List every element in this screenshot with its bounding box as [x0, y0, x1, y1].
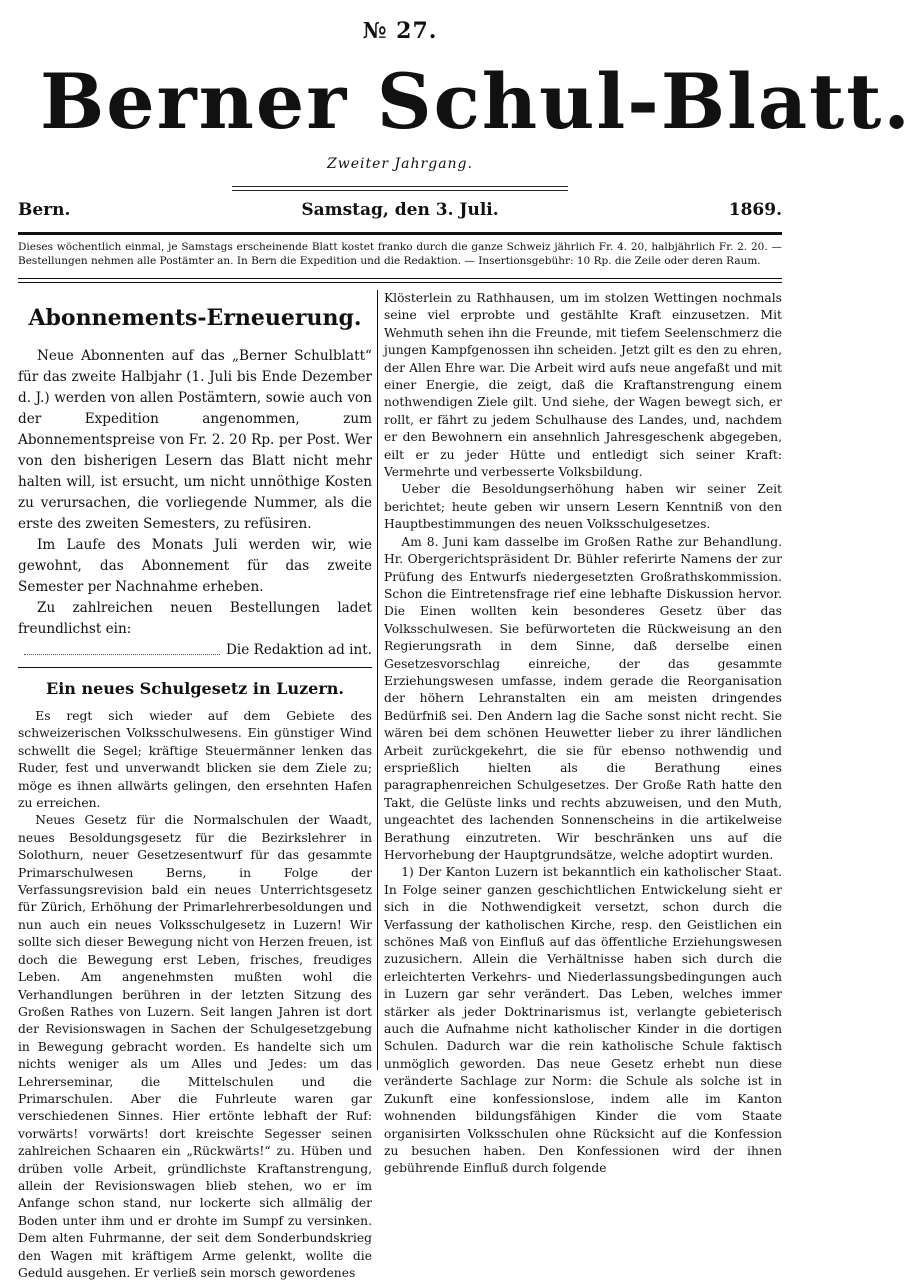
header-rule	[18, 232, 782, 235]
law-paragraph: 1) Der Kanton Luzern ist bekanntlich ein katholischer Staat. In Folge seiner ganzen geschichtlichen Entwickelung sieht er sich in die Nothwendigkeit versetzt, schon durch die Verfassung der katholischen Kirche, resp. den Geistlichen ein schönes Maß von Einfluß auf das öffentliche Erziehungswesen zuzusichern. Allein die Verhältnisse haben sich durch die erleichterten Verkehrs- und Niederlassungsbedingungen auch in Luzern gar sehr verändert. Das Leben, welches immer stärker als jeder Doktrinarismus ist, verlangte gebieterisch auch die Aufnahme nicht katholischer Kinder in die dortigen Schulen. Dadurch war die rein katholische Schule faktisch unmöglich geworden. Das neue Gesetz erhebt nun diese veränderte Sachlage zur Norm: die Schule als solche ist in Zukunft eine konfessionslose, indem alle im Kanton wohnenden bildungsfähigen Kinder die vom Staate organisirten Volksschulen ohne Rücksicht auf die Konfession zu besuchen haben. Den Konfessionen wird der ihnen gebührende Einfluß durch folgende	[384, 865, 782, 1176]
subscription-paragraph: Zu zahlreichen neuen Bestellungen ladet freundlichst ein:	[18, 600, 372, 637]
subscription-paragraph: Im Laufe des Monats Juli werden wir, wie gewohnt, das Abonnement für das zweite Semester per Nachnahme erheben.	[18, 537, 372, 595]
subscription-notice: Dieses wöchentlich einmal, je Samstags erscheinende Blatt kostet franko durch die ganze Schweiz jährlich Fr. 4. 20, halbjährlich Fr. 2. 20. — Bestellungen nehmen alle Postämter an. In Bern die Expedition und die Redaktion. — Insertionsgebühr: 10 Rp. die Zeile oder deren Raum.	[18, 241, 782, 267]
subscription-paragraph: Neue Abonnenten auf das „Berner Schulblatt“ für das zweite Halbjahr (1. Juli bis Ende Dezember d. J.) werden von allen Postämtern, sowie auch von der Expedition angenommen, zum Abonnementspreise von Fr. 2. 20 Rp. per Post. Wer von den bisherigen Lesern das Blatt nicht mehr halten will, ist ersucht, um nicht unnöthige Kosten zu verursachen, die vorliegende Nummer, als die erste des zweiten Semesters, zu refüsiren.	[18, 348, 372, 532]
dateline-date: Samstag, den 3. Juli.	[301, 200, 499, 220]
notice-rule	[18, 278, 782, 283]
law-article-heading: Ein neues Schulgesetz in Luzern.	[46, 679, 344, 698]
right-column	[384, 290, 782, 1176]
ornamental-rule	[232, 186, 568, 191]
law-paragraph: Es regt sich wieder auf dem Gebiete des schweizerischen Volksschulwesens. Ein günstiger Wind schwellt die Segel; kräftige Steuermänner lenken das Ruder, fest und unverwandt blicken sie dem Ziele zu; möge es ihnen allwärts gelingen, den ersehnten Hafen zu erreichen.	[18, 709, 372, 811]
dateline	[18, 200, 782, 226]
left-column	[18, 290, 372, 1280]
signoff-dots	[24, 640, 220, 655]
masthead-title: Berner Schul-Blatt.	[40, 57, 912, 146]
subscription-heading: Abonnements-Erneuerung.	[28, 305, 362, 331]
masthead-subtitle: Zweiter Jahrgang.	[327, 156, 473, 172]
column-divider	[377, 290, 378, 1070]
section-divider	[18, 667, 372, 668]
subscription-signoff-line	[18, 640, 372, 661]
dateline-year: 1869.	[728, 200, 782, 220]
law-paragraph: Neues Gesetz für die Normalschulen der Waadt, neues Besoldungsgesetz für die Bezirkslehrer in Solothurn, neuer Gesetzesentwurf für das gesammte Primarschulwesen Berns, in Folge der Verfassungsrevision bald ein neues Unterrichtsgesetz für Zürich, Erhöhung der Primarlehrerbesoldungen und nun auch ein neues Volksschulgesetz in Luzern! Wir sollte sich dieser Bewegung nicht von Herzen freuen, ist doch die Bewegung erst Leben, frisches, freudiges Leben. Am angenehmsten mußten wohl die Verhandlungen berühren in der letzten Sitzung des Großen Rathes von Luzern. Seit langen Jahren ist dort der Revisionswagen in Sachen der Schulgesetzgebung in Bewegung gebracht worden. Es handelte sich um nichts weniger als um Alles und Jedes: um das Lehrerseminar, die Mittelschulen und die Primarschulen. Aber die Fuhrleute waren gar verschiedenen Sinnes. Hier ertönte lebhaft der Ruf: vorwärts! vorwärts! dort kreischte Segesser seinen zahlreichen Schaaren ein „Rückwärts!“ zu. Hüben und drüben volle Arbeit, gründlichste Kraftanstrengung, allein der Revisionswagen blieb stehen, wo er im Anfange schon stand, nur lockerte sich allmälig der Boden unter ihm und er drohte im Sumpf zu versinken. Dem alten Fuhrmanne, der seit dem Sonderbundskrieg den Wagen mit kräftigem Arme gelenkt, wollte die Geduld ausgehen. Er verließ sein morsch gewordenes	[18, 813, 372, 1280]
issue-number: № 27.	[362, 18, 438, 44]
dateline-place: Bern.	[18, 200, 71, 220]
law-paragraph: Am 8. Juni kam dasselbe im Großen Rathe zur Behandlung. Hr. Obergerichtspräsident Dr. Bühler referirte Namens der zur Prüfung des Entwurfs niedergesetzten Großrathskommission. Schon die Eintretensfrage rief eine lebhafte Diskussion hervor. Die Einen wollten kein besonderes Gesetz über das Volksschulwesen. Sie befürworteten die Rückweisung an den Regierungsrath in dem Sinne, daß derselbe einen Gesetzesvorschlag einreiche, der das gesammte Erziehungswesen umfasse, indem gerade die Reorganisation der höhern Lehranstalten ein am meisten dringendes Bedürfniß sei. Den Andern lag die Sache sonst nicht recht. Sie wären bei dem schönen Heuwetter lieber zu ihrer ländlichen Arbeit zurückgekehrt, die sie für ebenso nothwendig und ersprießlich hielten als die Berathung eines paragraphenreichen Schulgesetzes. Der Große Rath hatte den Takt, die Gelüste links und rechts abzuweisen, und den Muth, ungeachtet des lachenden Sonnenscheins in die artikelweise Berathung einzutreten. Wir beschränken uns auf die Hervorhebung der Hauptgrundsätze, welche adoptirt wurden.	[384, 534, 782, 862]
law-paragraph: Klösterlein zu Rathhausen, um im stolzen Wettingen nochmals seine viel erprobte und gestählte Kraft einzusetzen. Mit Wehmuth sehen ihn die Freunde, mit tiefem Seelenschmerz die jungen Kampfgenossen ihn scheiden. Jetzt gilt es den zu ehren, der Allen Ehre war. Die Arbeit wird aufs neue angefaßt und mit einer Energie, die zeigt, daß die Kraftanstrengung einem nothwendigen Ziele gilt. Und siehe, der Wagen bewegt sich, er rollt, er fährt zu jedem Schulhause des Landes, und, nachdem er den Bewohnern ein ansehnlich Jahresgeschenk abgegeben, eilt er zu jeder Hütte und entledigt sich seiner Kraft: Vermehrte und verbesserte Volksbildung.	[384, 291, 782, 480]
law-paragraph: Ueber die Besoldungserhöhung haben wir seiner Zeit berichtet; heute geben wir unsern Lesern Kenntniß von den Hauptbestimmungen des neuen Volksschulgesetzes.	[384, 482, 782, 532]
subscription-signoff: Die Redaktion ad int.	[225, 642, 372, 658]
